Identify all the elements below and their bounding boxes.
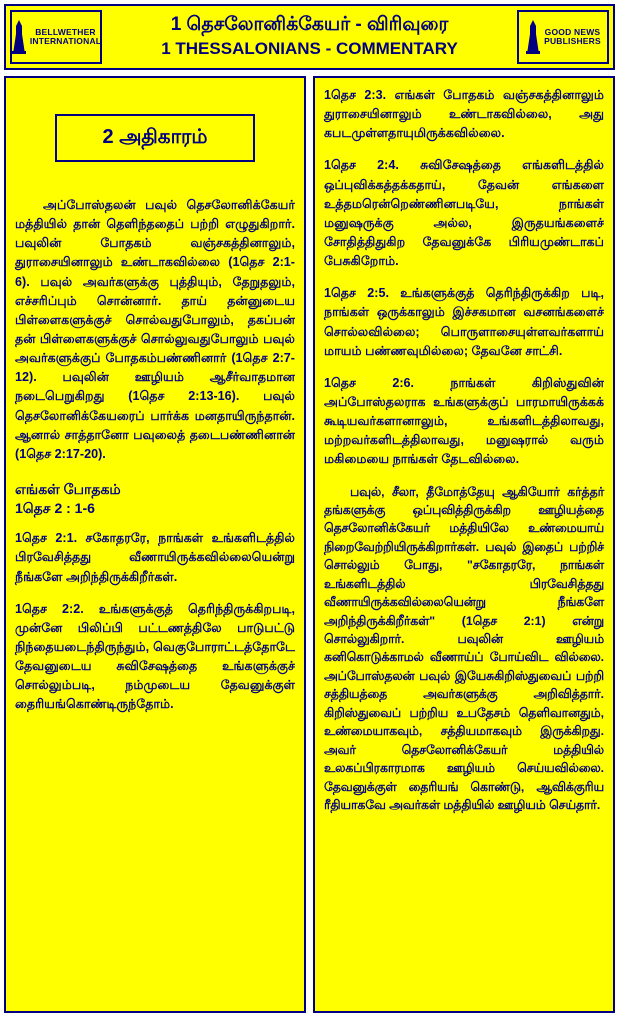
verse-block	[15, 600, 295, 715]
verse-reference: 1தெச 2:2.	[15, 601, 84, 616]
verse-text: உங்களுக்குத் தெரிந்திருக்கிறபடி, முன்னே பிலிப்பி பட்டணத்திலே பாடுபட்டு நிந்தையடைந்திருந்தும், வெகுபோராட்டத்தோடே தேவனுடைய சுவிசேஷத்தை உங்களுக்குச் சொல்லும்படி, நம்முடைய தேவனுக்குள் தைரியங்கொண்டிருந்தோம்.	[15, 601, 295, 712]
verse-reference: 1தெச 2:5.	[324, 286, 389, 301]
verse-block	[324, 86, 604, 143]
tower-icon	[11, 20, 27, 54]
verse-text: சகோதரரே, நாங்கள் உங்களிடத்தில் பிரவேசித்தது வீணாயிருக்கவில்லையென்று நீங்களே அறிந்திருக்கிறீர்கள்.	[15, 531, 295, 584]
commentary-paragraph: பவுல், சீலா, தீமோத்தேயு ஆகியோர் கர்த்தர் தங்களுக்கு ஒப்புவித்திருக்கிற ஊழியத்தை தெசலோனிக்கேயர் மத்தியிலே உண்மையாய் நிறைவேற்றியிருக்கிறார்கள். பவுல் இதைப் பற்றிச் சொல்லும் போது, "சகோதரரே, நாங்கள் உங்களிடத்தில் பிரவேசித்தது வீணாயிருக்கவில்லையென்று நீங்களே அறிந்திருக்கிறீர்கள்" (1தெச 2:1) என்று சொல்லுகிறார். பவுலின் ஊழியம் கனிகொடுக்காமல் வீணாய்ப் போய்விட வில்லை. அப்போஸ்தலன் பவுல் இயேசுகிறிஸ்துவைப் பற்றி சத்தியத்தை அவர்களுக்கு அறிவித்தார். கிறிஸ்துவைப் பற்றிய உபதேசம் தெளிவானதும், உண்மையாகவும், சத்தியமாகவும் இருக்கிறது. அவர் தெசலோனிக்கேயர் மத்தியில் உலகப்பிரகாரமாக ஊழியம் செய்யவில்லை. தேவனுக்குள் தைரியங் கொண்டு, ஆவிக்குரிய ரீதியாகவே அவர்கள் மத்தியில் ஊழியம் செய்தார்.	[324, 484, 604, 812]
verse-block	[324, 156, 604, 271]
verse-reference: 1தெச 2:4.	[324, 158, 399, 173]
verse-block	[324, 374, 604, 470]
section-heading: எங்கள் போதகம்	[15, 480, 121, 497]
verse-block	[15, 529, 295, 586]
publisher-logo-right-line1: GOOD NEWS	[544, 27, 601, 38]
verse-reference: 1தெச 2:6.	[324, 375, 415, 390]
chapter-label: 2 அதிகாரம்	[102, 125, 208, 148]
verse-text: சுவிசேஷத்தை எங்களிடத்தில் ஒப்புவிக்கத்தக்கதாய், தேவன் எங்களை உத்தமரென்றெண்ணினபடியே, நாங்கள் மனுஷருக்கு அல்ல, இருதயங்களைச் சோதித்திதுகிற தேவனுக்கே பிரியமுண்டாகப் பேசுகிறோம்.	[324, 158, 605, 269]
verse-text: உங்களுக்குத் தெரிந்திருக்கிற படி, நாங்கள் ஒருக்காலும் இச்சகமான வசனங்களைச் சொல்லவில்லை; பொருளாசையுள்ளவர்களாய் மாயம் பண்ணவுமில்லை; தேவனே சாட்சி.	[324, 286, 604, 358]
verse-text: எங்கள் போதகம் வஞ்சகத்தினாலும் துராசையினாலும் உண்டாகவில்லை, அது கபடமுள்ளதாயுமிருக்கவில்லை.	[324, 88, 605, 141]
right-column	[313, 76, 615, 1013]
header-title-group	[106, 6, 513, 68]
left-column	[4, 76, 306, 1013]
verse-block	[324, 284, 604, 361]
section-reference: 1தெச 2 : 1-6	[15, 500, 95, 517]
publisher-logo-right-line2: PUBLISHERS	[544, 36, 601, 46]
verse-reference: 1தெச 2:1.	[15, 531, 78, 546]
publisher-logo-left-line2: INTERNATIONAL	[29, 36, 102, 46]
verse-reference: 1தெச 2:3.	[324, 88, 387, 102]
intro-paragraph: அப்போஸ்தலன் பவுல் தெசலோனிக்கேயர் மத்தியில் தான் தெளிந்ததைப் பற்றி எழுதுகிறார். பவுலின் போதகம் வஞ்சகத்தினாலும், துராசையினாலும் உண்டாகவில்லை (1தெச 2:1-6). பவுல் அவர்களுக்கு புத்தியும், தேறுதலும், எச்சரிப்பும் சொன்னார். தாய் தன்னுடைய பிள்ளைகளுக்குச் சொல்வதுபோலும், தகப்பன் தன் பிள்ளைகளுக்குச் சொல்லுவதுபோலும் பவுல் அவர்களுக்குப் போதகம்பண்ணினார் (1தெச 2:7-12). பவுலின் ஊழியம் ஆசீர்வாதமான நடைபெறுகிறது (1தெச 2:13-16). பவுல் தெசலோனிக்கேயரைப் பார்க்க மனதாயிருந்தான். ஆனால் சாத்தானோ பவுலைத் தடைபண்ணினான் (1தெச 2:17-20).	[15, 198, 295, 461]
chapter-badge	[55, 114, 255, 162]
publisher-logo-left	[10, 10, 102, 64]
publisher-logo-right	[517, 10, 609, 64]
verse-text: நாங்கள் கிறிஸ்துவின் அப்போஸ்தலராக உங்களுக்குப் பாரமாயிருக்கக் கூடியவர்களானாலும், உங்களிடத்திலாவது, மற்றவர்களிடத்திலாவது, மனுஷரால் வரும் மகிமையை நாங்கள் தேடவில்லை.	[324, 375, 604, 467]
publisher-logo-right-text	[544, 28, 601, 46]
publisher-logo-left-text	[30, 28, 101, 46]
page-header	[4, 4, 615, 70]
publisher-logo-left-line1: BELLWETHER	[35, 27, 96, 38]
tower-icon	[525, 20, 541, 54]
title-english: 1 THESSALONIANS - COMMENTARY	[161, 39, 458, 59]
title-tamil: 1 தெசலோனிக்கேயர் - விரிவுரை	[170, 14, 449, 36]
